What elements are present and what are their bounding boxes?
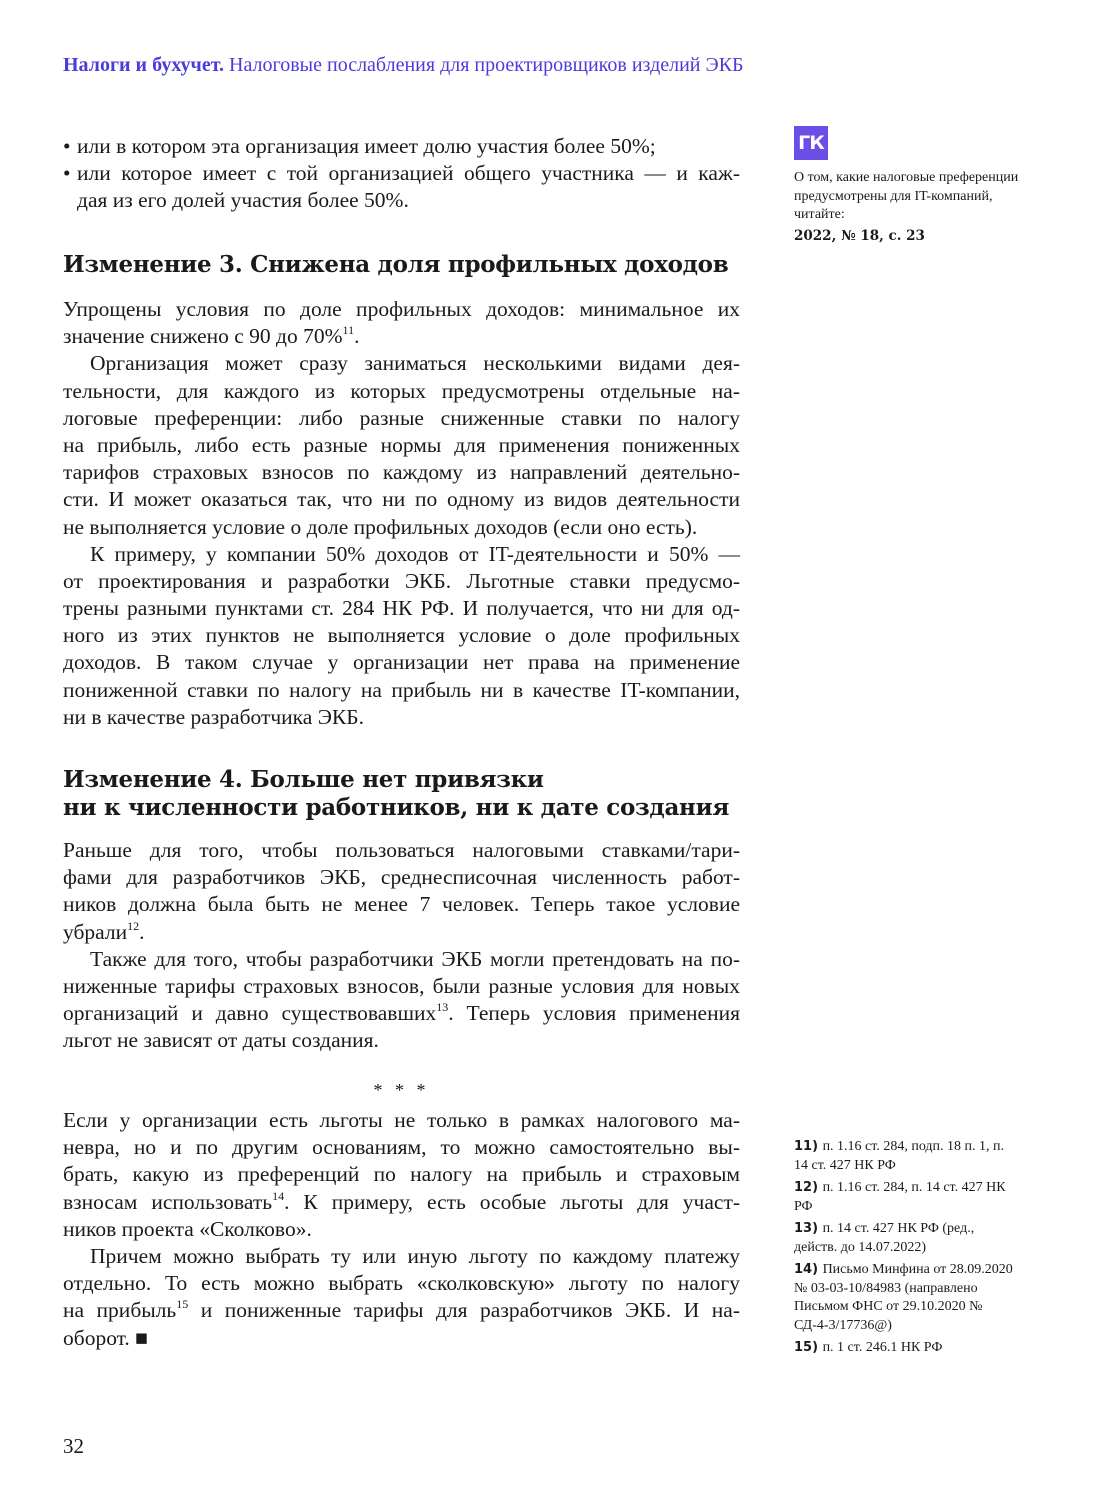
text-run: . bbox=[354, 324, 360, 349]
footnote bbox=[794, 1179, 1016, 1216]
running-header bbox=[63, 54, 744, 77]
text-line bbox=[63, 1134, 740, 1161]
text-run: льгот не зависят от даты создания. bbox=[63, 1028, 379, 1053]
text-run: не выполняется условие о доле профильных доходов (если оно есть). bbox=[63, 514, 698, 539]
bullet-item: или которое имеет с той организацией общего участника — и каж- bbox=[77, 161, 740, 186]
footnote-ref: 13 bbox=[436, 1000, 449, 1015]
text-run: брать, какую из преференций по налогу на прибыль и страховым bbox=[63, 1162, 740, 1187]
footnote-text: Письмо Минфина от 28.09.2020 № 03-03-10/84983 (направлено Письмом ФНС от 29.10.2020 № СД-4-3/17736@) bbox=[794, 1262, 1013, 1333]
text-line bbox=[63, 323, 740, 350]
text-run: отдельно. То есть можно выбрать «сколковскую» льготу по налогу bbox=[63, 1271, 740, 1296]
text-run: пониженной ставки по налогу на прибыль ни в качестве IT-компании, bbox=[63, 677, 740, 702]
text-line bbox=[63, 919, 740, 946]
text-run: тельности, для каждого из которых предусмотрены отдельные на- bbox=[63, 378, 740, 403]
footnote-text: п. 14 ст. 427 НК РФ (ред., действ. до 14.07.2022) bbox=[794, 1221, 975, 1255]
text-line bbox=[63, 187, 740, 214]
text-run: сти. И может оказаться так, что ни по одному из видов деятельности bbox=[63, 487, 740, 512]
footnote bbox=[794, 1261, 1016, 1335]
text-line bbox=[63, 1027, 740, 1054]
text-run: Упрощены условия по доле профильных доходов: минимальное их bbox=[63, 297, 740, 321]
sidebar-note-text: О том, какие налоговые преференции предусмотрены для IT-компаний, читайте: bbox=[794, 170, 1019, 222]
section-3-body bbox=[63, 296, 740, 731]
text-run: невра, но и по другим основаниям, то можно самостоятельно вы- bbox=[63, 1135, 740, 1160]
text-run: на прибыль, либо есть разные нормы для применения пониженных bbox=[63, 432, 740, 457]
page-number: 32 bbox=[63, 1434, 84, 1458]
text-run: организаций и давно существовавших bbox=[63, 1001, 437, 1026]
text-run: доходов. В таком случае у организации нет права на применение bbox=[63, 650, 740, 675]
text-line bbox=[63, 296, 740, 323]
text-line bbox=[63, 378, 740, 405]
text-run: фами для разработчиков ЭКБ, среднесписочная численность работ- bbox=[63, 865, 740, 890]
text-line bbox=[63, 946, 740, 973]
footnote-ref: 15 bbox=[176, 1297, 189, 1312]
sidebar-note bbox=[794, 169, 1024, 245]
text-line bbox=[63, 677, 740, 704]
text-run: оборот. ■ bbox=[63, 1325, 149, 1350]
text-line bbox=[63, 1000, 740, 1027]
text-line bbox=[63, 405, 740, 432]
text-run: ников проекта «Сколково». bbox=[63, 1216, 312, 1241]
footnote-text: п. 1.16 ст. 284, п. 14 ст. 427 НК РФ bbox=[794, 1180, 1006, 1214]
footnote bbox=[794, 1339, 1016, 1358]
text-line bbox=[63, 514, 740, 541]
text-line bbox=[63, 1243, 740, 1270]
text-line bbox=[63, 1270, 740, 1297]
text-run: Организация может сразу заниматься несколькими видами дея- bbox=[90, 351, 740, 376]
text-line bbox=[63, 486, 740, 513]
gk-logo-icon: ГК bbox=[794, 126, 828, 160]
text-line bbox=[63, 973, 740, 1000]
text-line bbox=[63, 1189, 740, 1216]
heading-change-3: Изменение 3. Снижена доля профильных доходов bbox=[63, 251, 729, 278]
text-run: взносам использовать bbox=[63, 1189, 273, 1214]
footnote-ref: 12 bbox=[127, 918, 140, 933]
text-line bbox=[63, 541, 740, 568]
footnote-number: 15) bbox=[794, 1340, 823, 1355]
text-line bbox=[63, 432, 740, 459]
text-run: ни в качестве разработчика ЭКБ. bbox=[63, 704, 364, 729]
text-line bbox=[63, 1161, 740, 1188]
footnote-text: п. 1.16 ст. 284, подп. 18 п. 1, п. 14 ст. 427 НК РФ bbox=[794, 1139, 1005, 1173]
text-run: значение снижено с 90 до 70% bbox=[63, 324, 343, 349]
footnote-ref: 14 bbox=[272, 1188, 285, 1203]
text-run: Причем можно выбрать ту или иную льготу по каждому платежу bbox=[90, 1243, 740, 1268]
text-run: . Теперь условия применения bbox=[448, 1001, 741, 1026]
text-run: Раньше для того, чтобы пользоваться налоговыми ставками/тари- bbox=[63, 838, 740, 862]
text-run: Также для того, чтобы разработчики ЭКБ могли претендовать на по- bbox=[90, 946, 740, 971]
text-line bbox=[63, 837, 740, 864]
text-run: . bbox=[139, 919, 145, 944]
section-4-body bbox=[63, 837, 740, 1055]
footnotes bbox=[794, 1138, 1016, 1362]
text-line bbox=[63, 568, 740, 595]
text-run: и пониженные тарифы для разработчиков ЭКБ. И на- bbox=[188, 1298, 740, 1323]
header-title: Налоговые послабления для проектировщиков изделий ЭКБ bbox=[229, 54, 744, 76]
sidebar-reference: 2022, № 18, с. 23 bbox=[794, 227, 925, 244]
text-line bbox=[63, 1216, 740, 1243]
text-line bbox=[63, 160, 740, 187]
text-run: на прибыль bbox=[63, 1298, 177, 1323]
footnote bbox=[794, 1220, 1016, 1257]
text-line bbox=[63, 704, 740, 731]
text-run: от проектирования и разработки ЭКБ. Льготные ставки предусмо- bbox=[63, 568, 740, 593]
separator: * * * bbox=[373, 1080, 430, 1100]
text-line bbox=[63, 1297, 740, 1324]
bullet-item: или в котором эта организация имеет долю участия более 50%; bbox=[77, 134, 656, 158]
header-section: Налоги и бухучет. bbox=[63, 54, 225, 76]
text-line bbox=[63, 1325, 740, 1352]
text-run: логовые преференции: либо разные сниженные ставки по налогу bbox=[63, 405, 740, 430]
footnote bbox=[794, 1138, 1016, 1175]
text-line bbox=[63, 459, 740, 486]
heading-change-4 bbox=[63, 766, 729, 822]
heading-line: Изменение 4. Больше нет привязки bbox=[63, 766, 544, 793]
text-run: трены разными пунктами ст. 284 НК РФ. И получается, что ни для од- bbox=[63, 596, 740, 621]
text-line bbox=[63, 622, 740, 649]
text-run: ниженные тарифы страховых взносов, были разные условия для новых bbox=[63, 973, 740, 998]
footnote-text: п. 1 ст. 246.1 НК РФ bbox=[822, 1340, 943, 1355]
text-run: ного из этих пунктов не выполняется условие о доле профильных bbox=[63, 623, 740, 648]
bullet-item: дая из его долей участия более 50%. bbox=[77, 188, 409, 213]
section-5-body bbox=[63, 1107, 740, 1352]
bullet-list bbox=[63, 133, 740, 215]
footnote-ref: 11 bbox=[342, 323, 355, 338]
text-line bbox=[63, 649, 740, 676]
footnote-number: 13) bbox=[794, 1221, 823, 1236]
text-run: Если у организации есть льготы не только в рамках налогового ма- bbox=[63, 1108, 740, 1132]
footnote-number: 11) bbox=[794, 1139, 823, 1154]
text-run: тарифов страховых взносов по каждому из направлений деятельно- bbox=[63, 460, 740, 485]
text-run: . К примеру, есть особые льготы для участ- bbox=[284, 1189, 740, 1214]
text-line bbox=[63, 864, 740, 891]
text-run: убрали bbox=[63, 919, 128, 944]
heading-line: ни к численности работников, ни к дате создания bbox=[63, 794, 730, 821]
text-line bbox=[63, 1107, 740, 1134]
footnote-number: 12) bbox=[794, 1180, 823, 1195]
text-line bbox=[63, 891, 740, 918]
text-run: К примеру, у компании 50% доходов от IT-деятельности и 50% — bbox=[90, 541, 740, 566]
footnote-number: 14) bbox=[794, 1262, 823, 1277]
text-line bbox=[63, 595, 740, 622]
text-line bbox=[63, 350, 740, 377]
text-line bbox=[63, 133, 740, 160]
text-run: ников должна была быть не менее 7 человек. Теперь такое условие bbox=[63, 892, 740, 917]
